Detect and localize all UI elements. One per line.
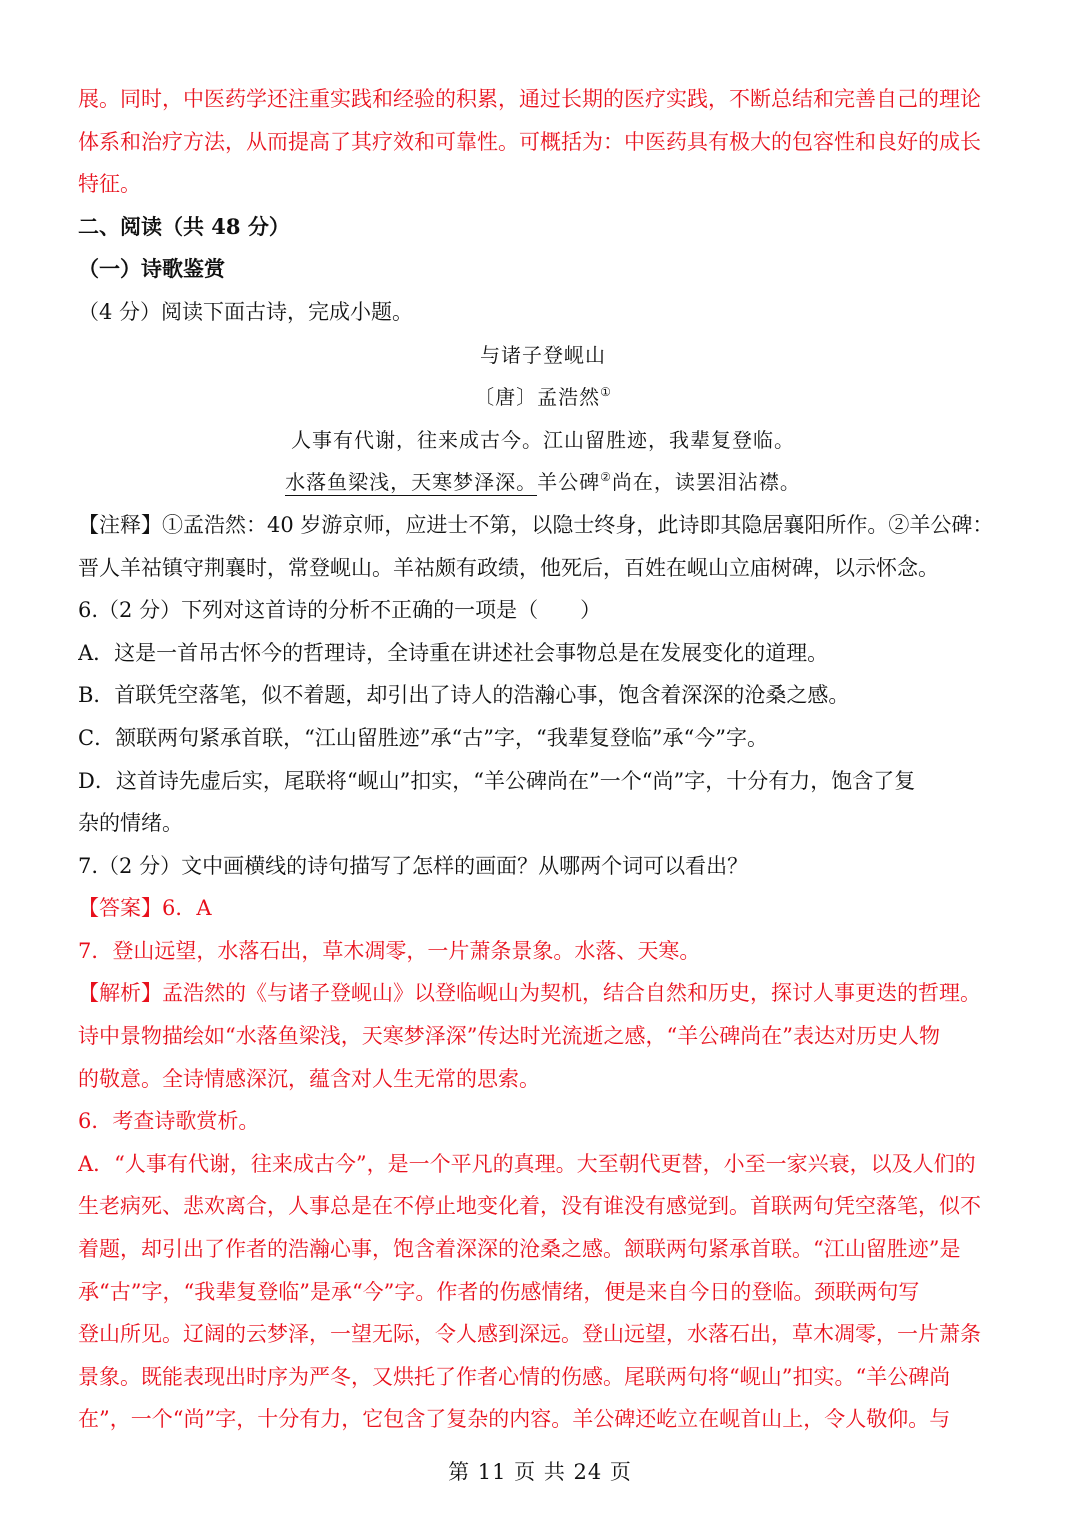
instruction: （4 分）阅读下面古诗，完成小题。	[78, 299, 414, 324]
answer-line-1: 【答案】6．A	[78, 896, 212, 921]
analysis-line: 着题，却引出了作者的浩瀚心事，饱含着深深的沧桑之感。颔联两句紧承首联。“江山留胜迹”是	[78, 1237, 961, 1262]
sub-heading: （一）诗歌鉴赏	[78, 256, 225, 282]
section-heading: 二、阅读（共 48 分）	[78, 213, 290, 239]
poem-line-2-rest: 尚在，读罢泪沾襟。	[611, 470, 801, 495]
question-6-option-c: C．颔联两句紧承首联，“江山留胜迹”承“古”字，“我辈复登临”承“今”字。	[78, 725, 768, 750]
poem-line-2	[78, 461, 1008, 504]
question-6-option-d: D．这首诗先虚后实，尾联将“岘山”扣实，“羊公碑尚在”一个“尚”字，十分有力，饱含了复	[78, 768, 916, 793]
poem-author-name: 〔唐〕孟浩然	[474, 385, 601, 410]
analysis-line: 登山所见。辽阔的云梦泽，一望无际，令人感到深远。登山远望，水落石出，草木凋零，一片萧条	[78, 1322, 981, 1347]
document-page	[78, 78, 1008, 1441]
footnote-marker: ②	[600, 470, 612, 485]
notes-line-1: 【注释】①孟浩然：40 岁游京师，应进士不第，以隐士终身，此诗即其隐居襄阳所作。②羊公碑：	[78, 512, 994, 537]
analysis-line: 6．考查诗歌赏析。	[78, 1109, 260, 1134]
analysis-line: 在”，一个“尚”字，十分有力，它包含了复杂的内容。羊公碑还屹立在岘首山上，令人敬仰。与	[78, 1407, 951, 1432]
intro-line-3: 特征。	[78, 172, 141, 197]
analysis-line: 生老病死、悲欢离合，人事总是在不停止地变化着，没有谁没有感觉到。首联两句凭空落笔，似不	[78, 1194, 981, 1219]
question-6-option-b: B．首联凭空落笔，似不着题，却引出了诗人的浩瀚心事，饱含着深深的沧桑之感。	[78, 683, 850, 708]
analysis-line: 【解析】孟浩然的《与诸子登岘山》以登临岘山为契机，结合自然和历史，探讨人事更迭的哲理。	[78, 981, 981, 1006]
analysis-line: A．“人事有代谢，往来成古今”，是一个平凡的真理。大至朝代更替，小至一家兴衰，以及人们的	[78, 1151, 976, 1176]
poem-author	[78, 376, 1008, 419]
analysis-line: 承“古”字，“我辈复登临”是承“今”字。作者的伤感情绪，便是来自今日的登临。颈联两句写	[78, 1279, 920, 1304]
poem-title: 与诸子登岘山	[480, 342, 606, 367]
question-6-option-d-cont: 杂的情绪。	[78, 811, 183, 836]
intro-line-2: 体系和治疗方法，从而提高了其疗效和可靠性。可概括为：中医药具有极大的包容性和良好的成长	[78, 129, 981, 154]
poem-line-1: 人事有代谢，往来成古今。江山留胜迹，我辈复登临。	[291, 427, 795, 452]
analysis-line: 诗中景物描绘如“水落鱼梁浅，天寒梦泽深”传达时光流逝之感，“羊公碑尚在”表达对历史人物	[78, 1024, 940, 1049]
question-6-stem: 6.（2 分）下列对这首诗的分析不正确的一项是（ ）	[78, 598, 602, 623]
intro-line-1: 展。同时，中医药学还注重实践和经验的积累，通过长期的医疗实践，不断总结和完善自己的理论	[78, 87, 981, 111]
underlined-verse: 水落鱼梁浅，天寒梦泽深。	[285, 470, 538, 495]
analysis-line: 景象。既能表现出时序为严冬，又烘托了作者心情的伤感。尾联两句将“岘山”扣实。“羊公碑尚	[78, 1364, 951, 1389]
poem-line-2-part: 羊公碑	[537, 470, 601, 495]
question-6-option-a: A．这是一首吊古怀今的哲理诗，全诗重在讲述社会事物总是在发展变化的道理。	[78, 640, 829, 665]
question-7-stem: 7.（2 分）文中画横线的诗句描写了怎样的画面？从哪两个词可以看出？	[78, 853, 749, 878]
footnote-marker: ①	[600, 385, 612, 400]
answer-line-2: 7．登山远望，水落石出，草木凋零，一片萧条景象。水落、天寒。	[78, 938, 701, 963]
page-footer: 第 11 页 共 24 页	[448, 1460, 632, 1484]
notes-line-2: 晋人羊祜镇守荆襄时，常登岘山。羊祜颇有政绩，他死后，百姓在岘山立庙树碑，以示怀念。	[78, 555, 939, 580]
analysis-line: 的敬意。全诗情感深沉，蕴含对人生无常的思索。	[78, 1066, 540, 1091]
